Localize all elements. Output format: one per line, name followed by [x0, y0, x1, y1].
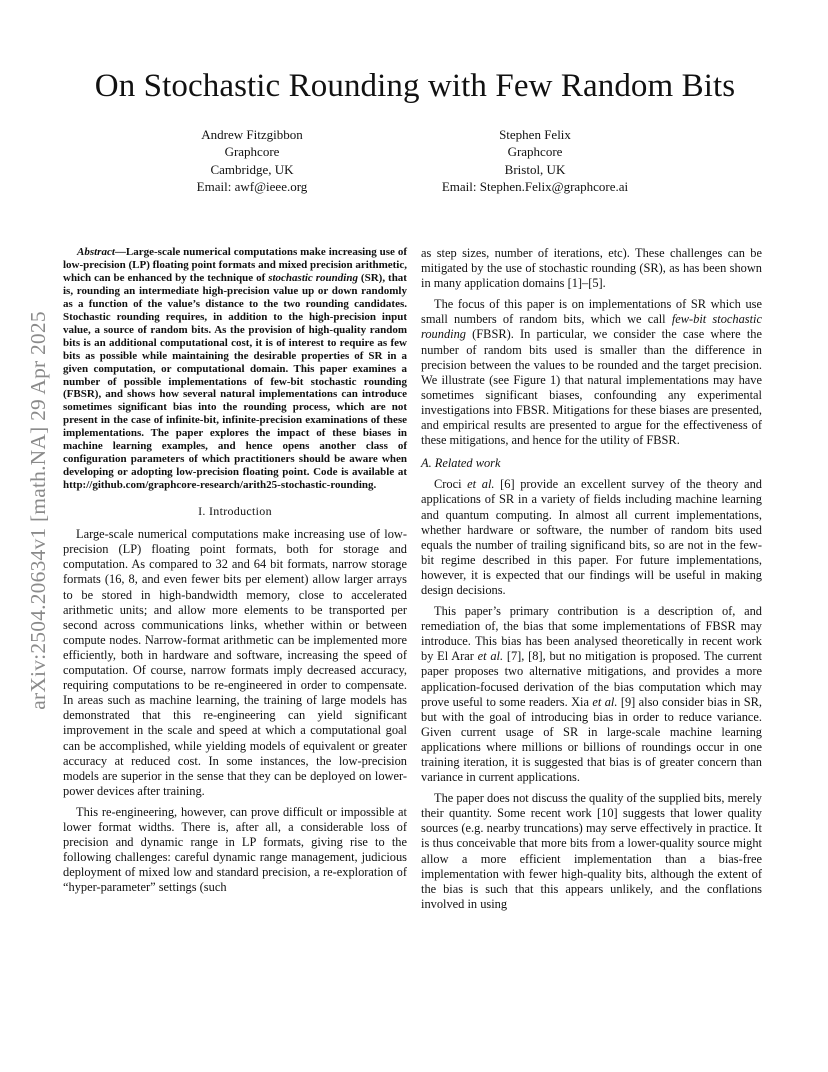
rw-emphasis: et al.	[592, 694, 618, 709]
arxiv-id-text: arXiv:2504.20634v1 [math.NA] 29 Apr 2025	[25, 310, 50, 710]
intro-paragraph-2-continued: as step sizes, number of iterations, etc). These challenges can be mitigated by the use of stochastic rounding (SR), as has been shown in many application domains [1]–[5].	[421, 246, 762, 291]
rw-text: [6] provide an excellent survey of the theory and applications of SR in a variety of fields including machine learning and quantum computing. In almost all current implementations, whether hardware or software, the number of random bits used equals the number of trailing significand bits, so are not in the few-bit regime described in this paper. For future implementations, however, it is expected that our findings will be useful in making design decisions.	[421, 477, 762, 597]
abstract-emphasis: stochastic rounding	[268, 271, 358, 284]
rw-text: Croci	[434, 477, 468, 492]
author-block-2	[410, 126, 660, 195]
right-column	[421, 246, 762, 918]
p3-text-2: (FBSR). In particular, we consider the case where the number of random bits used is smaller than the difference in precision between the values to be rounded and the target precision. We illustrate (see Figure 1) that natural implementations may have sometimes significant biases, confounding any experimental investigations into FBSR. Mitigations for these biases are presented, and empirical results are presented to argue for the effectiveness of these mitigations, and hence for the utility of FBSR.	[421, 327, 762, 448]
author-email: Email: Stephen.Felix@graphcore.ai	[441, 178, 629, 194]
p3-text-1: The focus of this paper is on implementations of SR which use small numbers of random bits, which we call	[421, 297, 762, 327]
paper-title: On Stochastic Rounding with Few Random Bits	[94, 68, 736, 104]
rw-emphasis: et al.	[467, 477, 495, 492]
related-paragraph-2	[421, 604, 762, 785]
author-location: Cambridge, UK	[210, 161, 294, 177]
rw-text: [9] also consider bias in SR, but with the goal of introducing bias in order to reduce variance. Given current usage of SR in large-scale machine learning applications where millions or billions of roundings occur in one training iteration, it is suggested that bias is of greater concern than variance in current applications.	[421, 694, 762, 785]
intro-paragraph-1: Large-scale numerical computations make increasing use of low-precision (LP) floating point formats, both for storage and computation. As compared to 32 and 64 bit formats, narrow storage formats (16, 8, and even fewer bits per element) allow larger arrays to be stored in high-bandwidth memory, close to accelerated arithmetic units; and allow more elements to be transported per second across communications links, whether within or between compute nodes. Narrow-format arithmetic can be implemented more efficiently, both in hardware and software, increasing the speed of computation. Of course, narrow formats imply decreased accuracy, requiring computations to be re-engineered in order to compensate. In areas such as machine learning, the training of large models has demonstrated that this re-engineering can yield significant improvement in the scale and speed at which a computational goal can be accomplished, while yielding models of equivalent or greater accuracy at reduced cost. In some instances, the low-precision models are superior in the sense that they can be deployed on lower-power devices after training.	[63, 527, 407, 798]
author-name: Andrew Fitzgibbon	[201, 127, 303, 142]
abstract	[63, 246, 407, 492]
intro-paragraph-2: This re-engineering, however, can prove difficult or impossible at lower format widths. There is, after all, a considerable loss of precision and dynamic range in LP formats, giving rise to the following challenges: careful dynamic range management, judicious deployment of mixed low and standard precision, a re-exploration of “hyper-parameter” settings (such	[63, 804, 407, 895]
author-affiliation: Graphcore	[507, 144, 563, 160]
related-paragraph-1	[421, 477, 762, 598]
p3-emphasis: few-bit stochastic rounding	[421, 312, 762, 342]
author-affiliation: Graphcore	[224, 144, 280, 160]
abstract-text-2: (SR), that is, rounding an intermediate high-precision value up or down randomly as a function of the value’s distance to the two rounding candidates. Stochastic rounding requires, in addition to the high-precision input value, a source of random bits. As the provision of high-quality random bits is an additional computational cost, it is of interest to require as few bits as possible while maintaining the desirable properties of SR in a given computation, or computational domain. This paper examines a number of possible implementations of few-bit stochastic rounding (FBSR), and shows how several natural implementations can introduce sometimes significant bias into the rounding process, which are not present in the case of infinite-bit, infinite-precision examinations of these implementations. The paper explores the impact of these biases in machine learning examples, and hence opens another class of configuration parameters of which practitioners should be aware when developing or adopting low-precision floating point. Code is available at http://github.com/graphcore-research/arith25-stochastic-rounding.	[63, 271, 407, 492]
abstract-label: Abstract	[77, 246, 115, 258]
section-heading-introduction: I. Introduction	[198, 504, 272, 519]
arxiv-identifier-stamp[interactable]	[22, 265, 54, 755]
author-name: Stephen Felix	[499, 127, 571, 142]
rw-text: This paper’s primary contribution is a description of, and remediation of, the bias that some implementations of FBSR may introduce. This bias has been analysed theoretically in recent work by El Arar	[421, 604, 762, 664]
author-block-1	[152, 126, 352, 195]
rw-text: [7], [8], but no mitigation is proposed. The current paper proposes two alternative mitigations, and provides a more application-focused derivation of the bias computation which may prove useful to some readers. Xia	[421, 649, 763, 709]
rw-emphasis: et al.	[477, 649, 504, 664]
author-location: Bristol, UK	[504, 161, 566, 177]
related-paragraph-3: The paper does not discuss the quality of the supplied bits, merely their quantity. Some recent work [10] suggests that lower quality sources (e.g. nearby truncations) may serve effectively in practice. It is thus conceivable that more bits from a lower-quality source might allow a more efficient implementation than a bias-free implementation with fewer high-quality bits, although the extent of the bias is such that this appears unlikely, and the conflations involved in using	[421, 791, 762, 911]
author-email: Email: awf@ieee.org	[196, 178, 308, 194]
left-column	[63, 246, 407, 901]
intro-paragraph-3	[421, 297, 762, 448]
abstract-text-1: —Large-scale numerical computations make increasing use of low-precision (LP) floating point formats and mixed precision arithmetic, which can be enhanced by the technique of	[63, 246, 407, 284]
subsection-heading-related-work: A. Related work	[421, 456, 501, 471]
